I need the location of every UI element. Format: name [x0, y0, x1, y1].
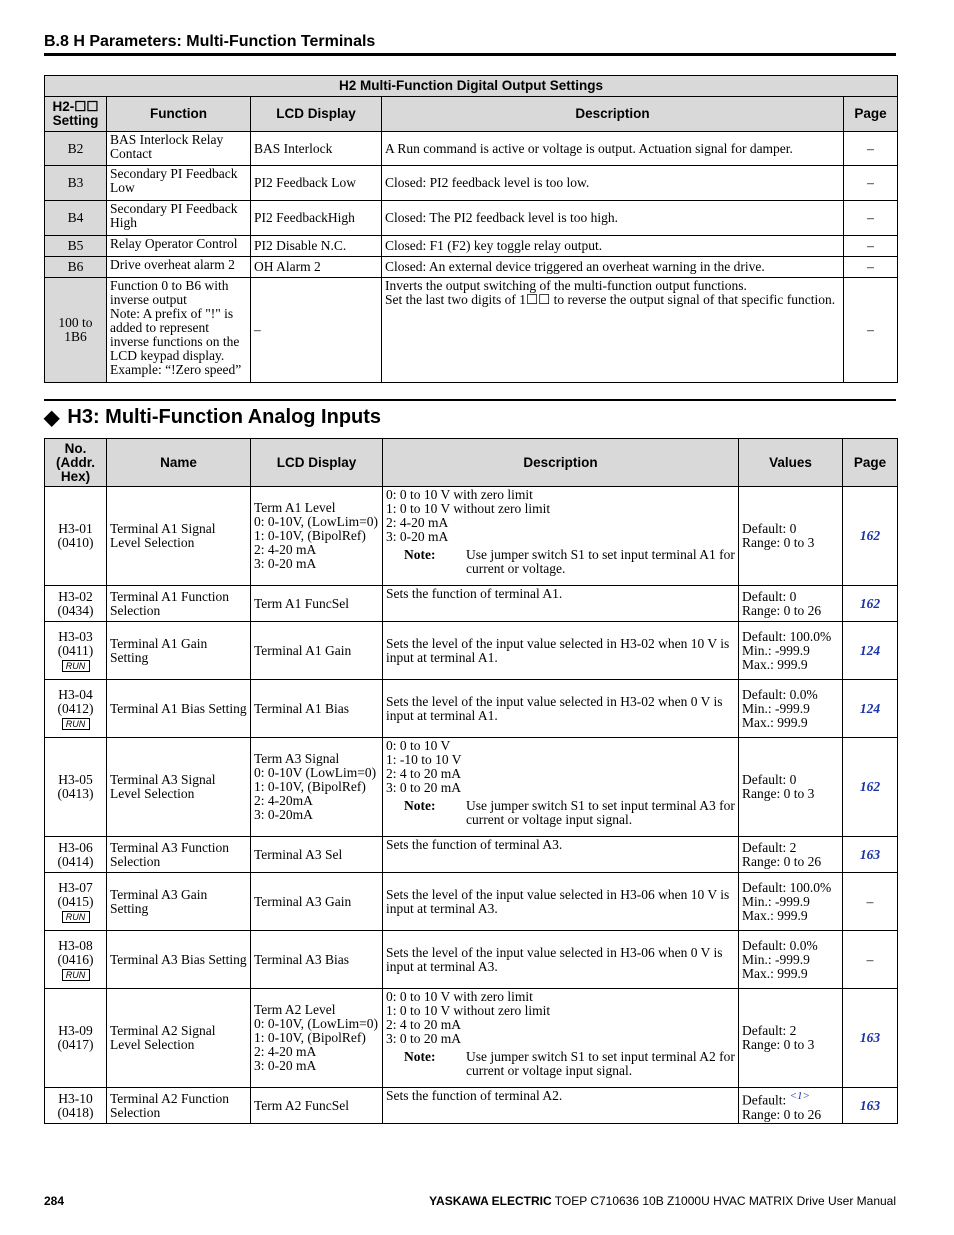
page-number: 284: [44, 1194, 65, 1208]
text-line: [742, 630, 839, 644]
text-line: [742, 590, 839, 604]
text-line: Sets the function of terminal A3.: [386, 837, 563, 852]
cell-page: –: [844, 201, 898, 236]
text-line: (0414): [57, 853, 94, 869]
cell-name: Terminal A3 Signal Level Selection: [107, 738, 251, 837]
cell-name: Terminal A1 Gain Setting: [107, 622, 251, 680]
text-line: 3: 0-20 mA: [254, 1058, 317, 1073]
cell-lcd: Terminal A1 Bias: [251, 680, 383, 738]
cell-description: [383, 680, 739, 738]
text-line: [742, 702, 839, 716]
cell-description: [382, 278, 844, 383]
value-text: Max.: 999.9: [742, 656, 808, 672]
cell-description: Closed: An external device triggered an overheat warning in the drive.: [382, 257, 844, 278]
text-line: [742, 953, 839, 967]
value-text: Range: 0 to 26: [742, 1106, 822, 1122]
note-text: Use jumper switch S1 to set input terminal A3 for current or voltage input signal.: [466, 798, 735, 827]
text-line: 2: 4 to 20 mA: [386, 1017, 462, 1032]
cell-page[interactable]: 163: [843, 989, 898, 1088]
text-line: H3-03: [58, 628, 93, 644]
value-text: Default: 0.0%: [742, 686, 818, 702]
table-row: [45, 257, 898, 278]
value-text: Default: 2: [742, 1023, 797, 1038]
table-row: [45, 132, 898, 166]
text-line: [742, 716, 839, 730]
h2-parameter-table: [44, 75, 898, 383]
text-line: (0434): [57, 602, 94, 618]
table-row: [45, 989, 898, 1088]
cell-no: [45, 873, 107, 931]
cell-name: Terminal A1 Signal Level Selection: [107, 487, 251, 586]
text-line: 0: 0 to 10 V with zero limit: [386, 487, 533, 502]
cell-function: [107, 278, 251, 383]
cell-values: [739, 680, 843, 738]
text-line: [742, 787, 839, 801]
cell-page[interactable]: 163: [843, 1088, 898, 1124]
text-line: [742, 855, 839, 869]
value-text: Default: 0.0%: [742, 937, 818, 953]
text-line: [742, 1024, 839, 1038]
note-label: Note:: [404, 798, 436, 813]
table-row: [45, 586, 898, 622]
value-text: Min.: -999.9: [742, 893, 810, 909]
column-header-lcd: LCD Display: [251, 439, 383, 487]
cell-lcd: Terminal A1 Gain: [251, 622, 383, 680]
cell-page: –: [844, 132, 898, 166]
column-header-page: Page: [844, 97, 898, 132]
text-line: Term A3 Signal: [254, 751, 340, 766]
text-line: (0416): [57, 951, 94, 967]
table-row: [45, 278, 898, 383]
note-label: Note:: [404, 1049, 436, 1064]
value-text: Min.: -999.9: [742, 642, 810, 658]
cell-page: –: [844, 257, 898, 278]
value-text: Max.: 999.9: [742, 965, 808, 981]
table-row: [45, 738, 898, 837]
text-line: H3-04: [58, 686, 93, 702]
cell-values: [739, 989, 843, 1088]
cell-lcd: [251, 487, 383, 586]
cell-page[interactable]: 124: [843, 680, 898, 738]
cell-page: –: [843, 873, 898, 931]
text-line: [742, 1108, 839, 1122]
cell-function: BAS Interlock Relay Contact: [107, 132, 251, 166]
cell-lcd: BAS Interlock: [251, 132, 382, 166]
text-line: H3-02: [58, 588, 93, 604]
cell-name: Terminal A2 Signal Level Selection: [107, 989, 251, 1088]
cell-page: –: [844, 236, 898, 257]
cell-lcd: Terminal A3 Bias: [251, 931, 383, 989]
text-line: [742, 773, 839, 787]
value-text: Default: 0: [742, 521, 797, 536]
column-header-lcd: LCD Display: [251, 97, 382, 132]
text-line: (0411): [57, 642, 94, 658]
text-line: Inverts the output switching of the multi-function output functions.: [385, 278, 747, 293]
table-caption: H2 Multi-Function Digital Output Settings: [45, 76, 898, 97]
cell-values: [739, 622, 843, 680]
cell-description: [383, 1088, 739, 1124]
cell-no: [45, 837, 107, 873]
cell-name: Terminal A1 Bias Setting: [107, 680, 251, 738]
text-line: [742, 881, 839, 895]
text-line: H3-07: [58, 879, 93, 895]
value-text: Range: 0 to 3: [742, 535, 815, 550]
cell-name: Terminal A2 Function Selection: [107, 1088, 251, 1124]
text-line: Sets the level of the input value selected in H3-06 when 10 V is input at terminal A3.: [386, 886, 730, 916]
text-line: 2: 4-20 mA: [254, 1044, 317, 1059]
cell-setting: B6: [45, 257, 107, 278]
value-text: Default: 100.0%: [742, 628, 832, 644]
text-line: Sets the level of the input value selected in H3-06 when 0 V is input at terminal A3.: [386, 944, 723, 974]
text-line: 1: 0-10V, (BipolRef): [254, 1030, 366, 1045]
cell-page[interactable]: 162: [843, 586, 898, 622]
cell-function: Relay Operator Control: [107, 236, 251, 257]
text-line: [742, 1038, 839, 1052]
cell-description: Closed: The PI2 feedback level is too high.: [382, 201, 844, 236]
cell-lcd: Term A2 FuncSel: [251, 1088, 383, 1124]
cell-no: [45, 738, 107, 837]
value-text: Default:: [742, 1092, 790, 1108]
text-line: 2: 4-20 mA: [254, 542, 317, 557]
text-line: (0417): [57, 1037, 94, 1052]
table-row: [45, 837, 898, 873]
text-line: (0415): [57, 893, 94, 909]
column-header-description: Description: [383, 439, 739, 487]
cell-values: [739, 1088, 843, 1124]
text-line: H3-08: [58, 937, 93, 953]
table-row: [45, 680, 898, 738]
text-line: 1: -10 to 10 V: [386, 752, 462, 767]
text-line: H3-10: [58, 1090, 93, 1106]
text-line: Set the last two digits of 1☐☐ to reverse the output signal of that specific function.: [385, 292, 836, 307]
value-text: Range: 0 to 26: [742, 853, 822, 869]
text-line: 1: 0-10V, (BipolRef): [254, 779, 366, 794]
text-line: 3: 0 to 20 mA: [386, 1031, 462, 1046]
cell-name: Terminal A3 Gain Setting: [107, 873, 251, 931]
cell-lcd: [251, 738, 383, 837]
cell-description: [383, 837, 739, 873]
column-header-values: Values: [739, 439, 843, 487]
note-label: Note:: [404, 547, 436, 562]
text-line: (0413): [57, 786, 94, 801]
cell-function: Drive overheat alarm 2: [107, 257, 251, 278]
cell-description: Closed: F1 (F2) key toggle relay output.: [382, 236, 844, 257]
cell-lcd: Term A1 FuncSel: [251, 586, 383, 622]
text-line: (0410): [57, 535, 94, 550]
cell-setting: B3: [45, 166, 107, 201]
text-line: 3: 0-20mA: [254, 807, 313, 822]
text-line: 3: 0 to 20 mA: [386, 780, 462, 795]
note-text: Use jumper switch S1 to set input terminal A2 for current or voltage input signal.: [466, 1049, 735, 1078]
text-line: Sets the level of the input value selected in H3-02 when 10 V is input at terminal A1.: [386, 635, 730, 665]
cell-no: [45, 1088, 107, 1124]
column-header-setting: H2-☐☐ Setting: [45, 97, 107, 132]
text-line: 0: 0-10V, (LowLim=0): [254, 1016, 378, 1031]
value-text: Max.: 999.9: [742, 714, 808, 730]
cell-description: [383, 586, 739, 622]
run-badge: RUN: [62, 660, 90, 672]
cell-name: Terminal A3 Function Selection: [107, 837, 251, 873]
cell-function: Secondary PI Feedback Low: [107, 166, 251, 201]
run-badge: RUN: [62, 911, 90, 923]
value-text: Min.: -999.9: [742, 951, 810, 967]
cell-values: [739, 738, 843, 837]
value-text: Default: 0: [742, 588, 797, 604]
value-text: Default: 2: [742, 839, 797, 855]
cell-values: [739, 586, 843, 622]
text-line: [742, 522, 839, 536]
h3-heading: [44, 399, 896, 430]
text-line: H3-09: [58, 1023, 93, 1038]
cell-values: [739, 487, 843, 586]
text-line: [742, 909, 839, 923]
cell-lcd: Terminal A3 Sel: [251, 837, 383, 873]
cell-name: Terminal A3 Bias Setting: [107, 931, 251, 989]
text-line: [742, 644, 839, 658]
column-header-no: No. (Addr. Hex): [45, 439, 107, 487]
cell-description: [383, 487, 739, 586]
value-text: Min.: -999.9: [742, 700, 810, 716]
value-text: Range: 0 to 3: [742, 1037, 815, 1052]
text-line: H3-06: [58, 839, 93, 855]
text-line: 3: 0-20 mA: [386, 529, 449, 544]
table-row: [45, 622, 898, 680]
cell-values: [739, 837, 843, 873]
column-header-name: Name: [107, 439, 251, 487]
cell-values: [739, 931, 843, 989]
cell-name: Terminal A1 Function Selection: [107, 586, 251, 622]
text-line: Term A1 Level: [254, 500, 336, 515]
footer-manual: [429, 1194, 896, 1208]
note: [386, 548, 735, 576]
column-header-function: Function: [107, 97, 251, 132]
text-line: [742, 536, 839, 550]
cell-values: [739, 873, 843, 931]
cell-lcd: PI2 FeedbackHigh: [251, 201, 382, 236]
cell-description: A Run command is active or voltage is output. Actuation signal for damper.: [382, 132, 844, 166]
cell-lcd: –: [251, 278, 382, 383]
cell-description: [383, 738, 739, 837]
cell-no: [45, 989, 107, 1088]
cell-page[interactable]: 162: [843, 738, 898, 837]
text-line: H3-05: [58, 772, 93, 787]
text-line: [742, 967, 839, 981]
column-header-description: Description: [382, 97, 844, 132]
text-line: 0: 0-10V, (LowLim=0): [254, 514, 378, 529]
cell-no: [45, 622, 107, 680]
cell-no: [45, 931, 107, 989]
value-text: Default: 0: [742, 772, 797, 787]
cell-description: Closed: PI2 feedback level is too low.: [382, 166, 844, 201]
run-badge: RUN: [62, 969, 90, 981]
value-text: Range: 0 to 3: [742, 786, 815, 801]
text-line: 0: 0 to 10 V: [386, 738, 451, 753]
footnote-link[interactable]: <1>: [789, 1090, 810, 1103]
text-line: Sets the function of terminal A1.: [386, 586, 563, 601]
text-line: [742, 604, 839, 618]
text-line: 1: 0-10V, (BipolRef): [254, 528, 366, 543]
cell-lcd: OH Alarm 2: [251, 257, 382, 278]
cell-page: –: [844, 278, 898, 383]
cell-lcd: Terminal A3 Gain: [251, 873, 383, 931]
cell-no: [45, 680, 107, 738]
cell-setting: 100 to 1B6: [45, 278, 107, 383]
run-badge: RUN: [62, 718, 90, 730]
text-line: [742, 895, 839, 909]
text-line: H3-01: [58, 521, 93, 536]
note: [386, 1050, 735, 1078]
table-row: [45, 166, 898, 201]
text-line: [742, 939, 839, 953]
cell-setting: B4: [45, 201, 107, 236]
table-row: [45, 487, 898, 586]
text-line: 0: 0 to 10 V with zero limit: [386, 989, 533, 1004]
h3-parameter-table: [44, 438, 898, 1124]
text-line: 1: 0 to 10 V without zero limit: [386, 501, 551, 516]
cell-lcd: [251, 989, 383, 1088]
diamond-bullet-icon: ◆: [44, 407, 60, 429]
text-line: [742, 1089, 839, 1108]
table-row: [45, 873, 898, 931]
text-line: [742, 841, 839, 855]
table-row: [45, 201, 898, 236]
note: [386, 799, 735, 827]
cell-description: [383, 931, 739, 989]
text-line: Note: A prefix of "!" is added to represent inverse functions on the LCD keypad display. Example: “!Zero speed”: [110, 306, 242, 377]
value-text: Max.: 999.9: [742, 907, 808, 923]
cell-page: –: [844, 166, 898, 201]
text-line: Sets the function of terminal A2.: [386, 1088, 563, 1103]
cell-page[interactable]: 163: [843, 837, 898, 873]
cell-lcd: PI2 Feedback Low: [251, 166, 382, 201]
text-line: 0: 0-10V (LowLim=0): [254, 765, 377, 780]
text-line: 3: 0-20 mA: [254, 556, 317, 571]
text-line: (0412): [57, 700, 94, 716]
text-line: (0418): [57, 1104, 94, 1120]
page-footer: [44, 1194, 896, 1208]
heading-text: H3: Multi-Function Analog Inputs: [67, 406, 382, 428]
cell-function: Secondary PI Feedback High: [107, 201, 251, 236]
text-line: 2: 4 to 20 mA: [386, 766, 462, 781]
column-header-page: Page: [843, 439, 898, 487]
value-text: Default: 100.0%: [742, 879, 832, 895]
text-line: Function 0 to B6 with inverse output: [110, 278, 229, 307]
cell-page[interactable]: 162: [843, 487, 898, 586]
cell-no: [45, 487, 107, 586]
text-line: [742, 658, 839, 672]
note-text: Use jumper switch S1 to set input terminal A1 for current or voltage.: [466, 547, 735, 576]
text-line: 1: 0 to 10 V without zero limit: [386, 1003, 551, 1018]
cell-lcd: PI2 Disable N.C.: [251, 236, 382, 257]
table-row: [45, 931, 898, 989]
cell-description: [383, 873, 739, 931]
text-line: [742, 688, 839, 702]
cell-description: [383, 622, 739, 680]
cell-no: [45, 586, 107, 622]
text-line: Sets the level of the input value selected in H3-02 when 0 V is input at terminal A1.: [386, 693, 723, 723]
value-text: Range: 0 to 26: [742, 602, 822, 618]
text-line: Term A2 Level: [254, 1002, 336, 1017]
cell-page[interactable]: 124: [843, 622, 898, 680]
text-line: 2: 4-20mA: [254, 793, 313, 808]
footer-brand: YASKAWA ELECTRIC: [429, 1194, 552, 1208]
cell-description: [383, 989, 739, 1088]
cell-setting: B2: [45, 132, 107, 166]
text-line: 2: 4-20 mA: [386, 515, 449, 530]
section-header: B.8 H Parameters: Multi-Function Terminals: [44, 33, 896, 56]
footer-doc: TOEP C710636 10B Z1000U HVAC MATRIX Drive User Manual: [554, 1194, 896, 1208]
table-row: [45, 236, 898, 257]
cell-setting: B5: [45, 236, 107, 257]
table-row: [45, 1088, 898, 1124]
cell-page: –: [843, 931, 898, 989]
